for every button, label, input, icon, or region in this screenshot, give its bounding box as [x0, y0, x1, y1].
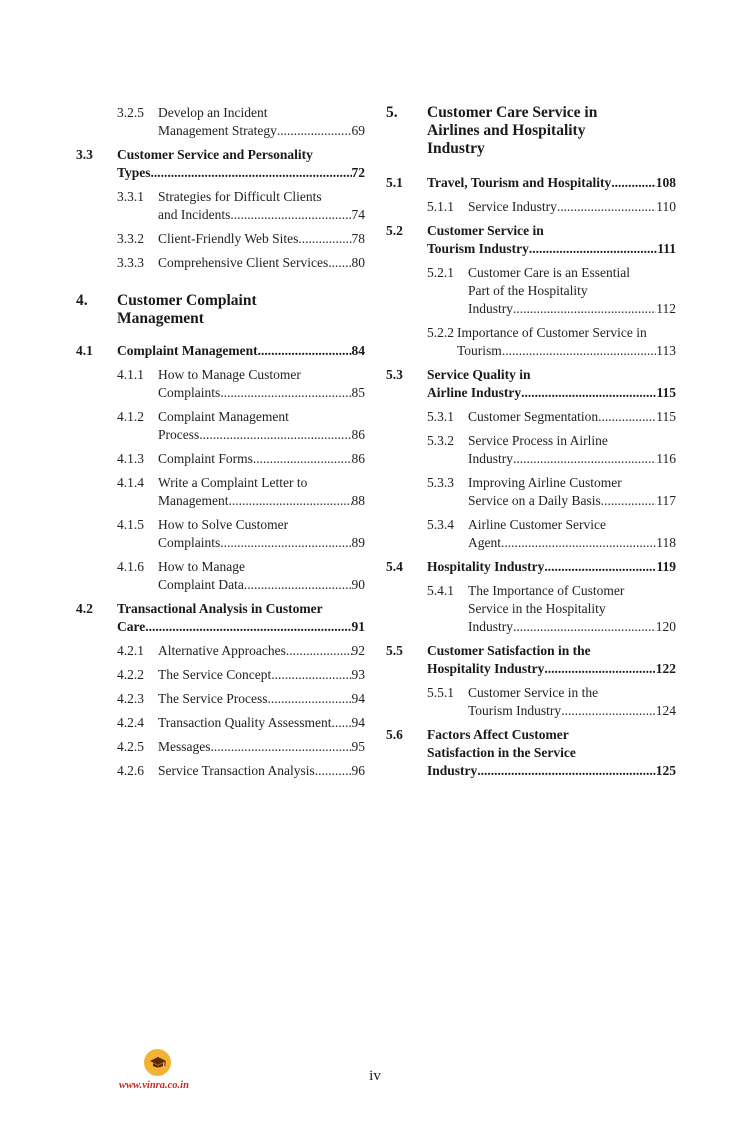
toc-entry-number: 4. [76, 292, 88, 309]
toc-entry-title [158, 230, 365, 248]
dot-leader [529, 240, 657, 258]
toc-page-number: 92 [351, 643, 365, 658]
toc-sub-4-2-4 [76, 714, 365, 732]
dot-leader [513, 450, 656, 468]
toc-entry-number: 5.3.2 [427, 433, 454, 448]
dot-leader [521, 384, 656, 402]
dot-leader [544, 660, 655, 678]
toc-entry-number: 5.3 [386, 367, 403, 382]
toc-column-left [76, 104, 365, 780]
toc-page-number: 91 [351, 619, 365, 634]
toc-sub-5-3-1 [386, 408, 676, 426]
toc-entry-text: Comprehensive Client Services [158, 255, 329, 270]
dot-leader [145, 618, 351, 636]
toc-entry-text: Care [117, 619, 146, 634]
toc-sub-4-2-5 [76, 738, 365, 756]
toc-page-number: 96 [351, 763, 365, 778]
toc-entry-text: Types [117, 165, 151, 180]
toc-sec-5-3 [386, 366, 676, 402]
toc-sub-4-1-3 [76, 450, 365, 468]
toc-entry-number: 5.3.1 [427, 409, 454, 424]
toc-entry-line [468, 534, 676, 552]
toc-entry-number: 5.5 [386, 643, 403, 658]
toc-entry-title [158, 714, 365, 732]
toc-entry-number: 4.1.1 [117, 367, 144, 382]
toc-entry-text: Messages [158, 739, 211, 754]
toc-sub-3-2-5 [76, 104, 365, 140]
toc-entry-text: Management [158, 493, 229, 508]
toc-entry-text: How to Manage Customer [158, 367, 301, 382]
toc-sec-4-2 [76, 600, 365, 636]
toc-entry-text: Transaction Quality Assessment [158, 715, 332, 730]
toc-entry-text: Customer Care is an Essential [468, 265, 630, 280]
toc-entry-line [117, 342, 365, 360]
toc-entry-line [158, 666, 365, 684]
toc-sub-4-1-2 [76, 408, 365, 444]
toc-page-number: 84 [351, 343, 365, 358]
toc-sub-5-3-3 [386, 474, 676, 510]
toc-page-number: 115 [656, 409, 676, 424]
toc-sub-5-2-1 [386, 264, 676, 318]
toc-entry-line [158, 492, 365, 510]
toc-entry-line [158, 474, 365, 492]
toc-entry-number: 5.4.1 [427, 583, 454, 598]
toc-sub-4-2-6 [76, 762, 365, 780]
toc-entry-number: 4.2.3 [117, 691, 144, 706]
toc-page-number: 69 [351, 123, 365, 138]
toc-page-number: 113 [656, 343, 676, 358]
toc-page-number: 108 [655, 175, 676, 190]
toc-entry-text: Client-Friendly Web Sites [158, 231, 299, 246]
toc-entry-number: 4.1.3 [117, 451, 144, 466]
toc-entry-title [158, 450, 365, 468]
toc-entry-title [158, 762, 365, 780]
toc-entry-line [158, 188, 365, 206]
chapter-title-line: Customer Care Service in [427, 104, 598, 121]
toc-entry-text: Service Industry [468, 199, 557, 214]
toc-entry-title [158, 558, 365, 594]
toc-page-number: 115 [656, 385, 676, 400]
dot-leader [328, 254, 351, 272]
chapter-title-line: Management [117, 310, 204, 327]
toc-entry-number: 4.2.2 [117, 667, 144, 682]
toc-entry-title [158, 366, 365, 402]
toc-entry-line [427, 762, 676, 780]
toc-entry-line [427, 660, 676, 678]
toc-entry-title [427, 558, 676, 576]
logo-website-text: www.vinra.co.in [119, 1080, 189, 1091]
toc-entry-number: 5. [386, 104, 398, 121]
toc-entry-text: Travel, Tourism and Hospitality [427, 175, 612, 190]
toc-entry-number: 4.1.2 [117, 409, 144, 424]
toc-entry-text: The Service Concept [158, 667, 272, 682]
toc-entry-title [468, 582, 676, 636]
toc-page-number: 125 [655, 763, 676, 778]
toc-entry-title [468, 432, 676, 468]
toc-page-number: 94 [351, 715, 365, 730]
toc-entry-text: Complaints [158, 535, 221, 550]
toc-page-number: 86 [351, 451, 365, 466]
toc-entry-text: Agent [468, 535, 501, 550]
toc-entry-number: 5.4 [386, 559, 403, 574]
toc-entry-text: Develop an Incident [158, 105, 268, 120]
dot-leader [253, 450, 352, 468]
dot-leader [228, 492, 351, 510]
toc-entry-text: The Importance of Customer [468, 583, 625, 598]
toc-entry-number: 3.3.2 [117, 231, 144, 246]
toc-entry-number: 4.1 [76, 343, 93, 358]
toc-sub-5-4-1 [386, 582, 676, 636]
toc-entry-line [158, 762, 365, 780]
dot-leader [258, 342, 352, 360]
toc-entry-title [427, 222, 676, 258]
toc-entry-line [468, 198, 676, 216]
toc-sub-4-1-5 [76, 516, 365, 552]
toc-page-number: 78 [351, 231, 365, 246]
toc-entry-title [468, 264, 676, 318]
dot-leader [220, 534, 351, 552]
toc-entry-text: Alternative Approaches [158, 643, 286, 658]
toc-entry-title [427, 726, 676, 780]
toc-entry-number: 5.2.1 [427, 265, 454, 280]
toc-entry-text: Airline Industry [427, 385, 522, 400]
toc-entry-number: 5.5.1 [427, 685, 454, 700]
toc-entry-text: Process [158, 427, 200, 442]
toc-page-number: 122 [655, 661, 676, 676]
dot-leader [501, 534, 656, 552]
toc-entry-line [158, 534, 365, 552]
toc-entry-number: 3.3 [76, 147, 93, 162]
toc-entry-number: 5.2.2 [427, 325, 454, 340]
dot-leader [315, 762, 352, 780]
toc-entry-line [158, 366, 365, 384]
toc-entry-number: 3.3.3 [117, 255, 144, 270]
toc-entry-title [158, 738, 365, 756]
toc-entry-line [158, 516, 365, 534]
toc-entry-line [158, 104, 365, 122]
toc-entry-text: Industry [427, 763, 478, 778]
toc-entry-line [117, 618, 365, 636]
toc-entry-title [468, 684, 676, 720]
dot-leader [598, 408, 656, 426]
toc-entry-text: Hospitality Industry [427, 661, 545, 676]
toc-page-number: 88 [351, 493, 365, 508]
toc-entry-line [158, 690, 365, 708]
toc-sub-4-1-6 [76, 558, 365, 594]
toc-entry-text: and Incidents [158, 207, 231, 222]
toc-entry-title [117, 600, 365, 636]
dot-leader [477, 762, 655, 780]
dot-leader [220, 384, 351, 402]
toc-entry-number: 4.2.6 [117, 763, 144, 778]
toc-page-number: 74 [351, 207, 365, 222]
toc-entry-line [427, 222, 676, 240]
toc-entry-title [158, 104, 365, 140]
toc-entry-line [158, 450, 365, 468]
toc-entry-text: Customer Service in [427, 223, 544, 238]
toc-entry-text: Strategies for Difficult Clients [158, 189, 322, 204]
toc-entry-number: 5.6 [386, 727, 403, 742]
toc-sub-5-2-2 [386, 324, 676, 360]
toc-entry-line [158, 122, 365, 140]
toc-entry-title [457, 324, 676, 360]
toc-entry-text: Tourism [457, 343, 502, 358]
toc-entry-number: 4.1.4 [117, 475, 144, 490]
toc-entry-text: Customer Service and Personality [117, 147, 313, 162]
toc-entry-text: Industry [468, 301, 513, 316]
toc-entry-text: Complaints [158, 385, 221, 400]
toc-entry-line [158, 558, 365, 576]
chapter-title [117, 292, 365, 328]
toc-entry-title [468, 408, 676, 426]
toc-entry-text: Complaint Data [158, 577, 244, 592]
toc-entry-text: Part of the Hospitality [468, 283, 588, 298]
dot-leader [601, 492, 657, 510]
toc-entry-line [468, 516, 676, 534]
toc-sec-3-3 [76, 146, 365, 182]
toc-entry-number: 4.1.6 [117, 559, 144, 574]
toc-sub-3-3-1 [76, 188, 365, 224]
toc-entry-line [158, 738, 365, 756]
toc-entry-line [158, 714, 365, 732]
toc-entry-number: 4.2 [76, 601, 93, 616]
toc-entry-line [468, 492, 676, 510]
dot-leader [199, 426, 351, 444]
toc-entry-title [158, 408, 365, 444]
toc-entry-text: Improving Airline Customer [468, 475, 622, 490]
toc-entry-title [158, 474, 365, 510]
toc-page-number: 89 [351, 535, 365, 550]
dot-leader [271, 666, 351, 684]
toc-entry-title [158, 642, 365, 660]
dot-leader [502, 342, 656, 360]
toc-entry-number: 4.2.4 [117, 715, 144, 730]
toc-sub-5-3-2 [386, 432, 676, 468]
toc-entry-text: Service Process in Airline [468, 433, 608, 448]
dot-leader [513, 618, 656, 636]
toc-entry-line [468, 432, 676, 450]
toc-entry-number: 5.3.3 [427, 475, 454, 490]
toc-entry-text: Industry [468, 619, 513, 634]
toc-entry-number: 3.2.5 [117, 105, 144, 120]
toc-entry-line [158, 408, 365, 426]
toc-entry-line [427, 558, 676, 576]
toc-entry-text: The Service Process [158, 691, 268, 706]
toc-entry-line [468, 600, 676, 618]
toc-entry-title [158, 188, 365, 224]
toc-sec-5-6 [386, 726, 676, 780]
dot-leader [561, 702, 656, 720]
toc-sec-5-4 [386, 558, 676, 576]
toc-entry-line [468, 474, 676, 492]
toc-page-number: 85 [351, 385, 365, 400]
toc-column-right [386, 104, 676, 780]
toc-entry-line [427, 744, 676, 762]
toc-entry-text: Industry [468, 451, 513, 466]
toc-page-number: 90 [351, 577, 365, 592]
toc-entry-text: Service in the Hospitality [468, 601, 606, 616]
toc-entry-number: 5.2 [386, 223, 403, 238]
toc-entry-line [468, 408, 676, 426]
toc-entry-line [158, 426, 365, 444]
toc-entry-text: Tourism Industry [427, 241, 529, 256]
toc-entry-text: Factors Affect Customer [427, 727, 569, 742]
toc-entry-title [158, 254, 365, 272]
toc-entry-line [117, 146, 365, 164]
toc-sub-4-1-4 [76, 474, 365, 510]
dot-leader [151, 164, 352, 182]
toc-entry-line [468, 264, 676, 282]
toc-sub-4-2-3 [76, 690, 365, 708]
chapter-title-line: Airlines and Hospitality [427, 122, 586, 139]
toc-entry-line [468, 684, 676, 702]
toc-entry-text: Transactional Analysis in Customer [117, 601, 323, 616]
toc-sec-4-1 [76, 342, 365, 360]
toc-entry-title [117, 342, 365, 360]
toc-entry-line [158, 576, 365, 594]
toc-page-number: 116 [656, 451, 676, 466]
toc-sec-5-5 [386, 642, 676, 678]
toc-entry-text: Service Transaction Analysis [158, 763, 315, 778]
toc-sub-5-5-1 [386, 684, 676, 720]
toc-entry-text: Customer Satisfaction in the [427, 643, 591, 658]
toc-entry-title [158, 666, 365, 684]
toc-entry-title [158, 516, 365, 552]
dot-leader [211, 738, 352, 756]
toc-entry-text: How to Solve Customer [158, 517, 289, 532]
dot-leader [513, 300, 656, 318]
toc-entry-text: Airline Customer Service [468, 517, 606, 532]
dot-leader [557, 198, 656, 216]
toc-page-number: 111 [657, 241, 676, 256]
toc-entry-line [457, 342, 676, 360]
toc-entry-text: Customer Service in the [468, 685, 599, 700]
toc-entry-title [427, 174, 676, 192]
toc-entry-number: 4.2.5 [117, 739, 144, 754]
chapter-title-line: Customer Complaint [117, 292, 257, 309]
toc-entry-number: 5.3.4 [427, 517, 454, 532]
toc-page-number: 120 [655, 619, 676, 634]
toc-entry-line [468, 300, 676, 318]
dot-leader [230, 206, 351, 224]
toc-entry-text: How to Manage [158, 559, 245, 574]
toc-entry-line [468, 618, 676, 636]
toc-entry-line [427, 366, 676, 384]
toc-entry-text: Complaint Management [158, 409, 289, 424]
toc-page-number: 117 [656, 493, 676, 508]
toc-entry-line [427, 384, 676, 402]
chapter-title-line: Industry [427, 140, 485, 157]
toc-entry-text: Complaint Forms [158, 451, 253, 466]
toc-sub-5-3-4 [386, 516, 676, 552]
toc-entry-line [158, 642, 365, 660]
toc-sub-4-2-1 [76, 642, 365, 660]
toc-chapter-4 [76, 292, 365, 328]
toc-entry-title [427, 366, 676, 402]
toc-entry-number: 3.3.1 [117, 189, 144, 204]
toc-entry-text: Hospitality Industry [427, 559, 545, 574]
toc-entry-text: Management Strategy [158, 123, 277, 138]
toc-entry-text: Complaint Management [117, 343, 258, 358]
toc-entry-line [158, 206, 365, 224]
toc-page-number: 94 [351, 691, 365, 706]
toc-entry-line [158, 254, 365, 272]
toc-page-number: 72 [351, 165, 365, 180]
toc-entry-line [117, 164, 365, 182]
toc-entry-line [158, 384, 365, 402]
toc-sub-5-1-1 [386, 198, 676, 216]
toc-entry-number: 4.1.5 [117, 517, 144, 532]
toc-entry-number: 4.2.1 [117, 643, 144, 658]
toc-page-number: 80 [351, 255, 365, 270]
toc-entry-line [427, 642, 676, 660]
toc-entry-line [158, 230, 365, 248]
toc-entry-title [158, 690, 365, 708]
toc-sec-5-1 [386, 174, 676, 192]
toc-entry-text: Tourism Industry [468, 703, 562, 718]
toc-entry-title [468, 474, 676, 510]
toc-entry-text: Service Quality in [427, 367, 531, 382]
toc-entry-line [427, 726, 676, 744]
toc-entry-text: Satisfaction in the Service [427, 745, 576, 760]
dot-leader [267, 690, 351, 708]
toc-chapter-5 [386, 104, 676, 158]
toc-page-number: 93 [351, 667, 365, 682]
dot-leader [298, 230, 351, 248]
toc-entry-line [468, 282, 676, 300]
dot-leader [286, 642, 352, 660]
toc-entry-text: Importance of Customer Service in [457, 325, 647, 340]
toc-entry-line [468, 450, 676, 468]
toc-entry-title [117, 146, 365, 182]
toc-entry-line [117, 600, 365, 618]
toc-entry-line [427, 240, 676, 258]
toc-sec-5-2 [386, 222, 676, 258]
toc-entry-text: Write a Complaint Letter to [158, 475, 308, 490]
toc-page-number: 110 [656, 199, 676, 214]
toc-page-number: 86 [351, 427, 365, 442]
toc-page-number: 112 [656, 301, 676, 316]
toc-page-number: 95 [351, 739, 365, 754]
toc-entry-number: 5.1 [386, 175, 403, 190]
chapter-title [427, 104, 676, 158]
page-number: iv [369, 1068, 381, 1084]
dot-leader [244, 576, 352, 594]
toc-entry-number: 5.1.1 [427, 199, 454, 214]
dot-leader [544, 558, 656, 576]
toc-entry-text: Customer Segmentation [468, 409, 599, 424]
toc-sub-4-1-1 [76, 366, 365, 402]
toc-sub-3-3-2 [76, 230, 365, 248]
toc-sub-4-2-2 [76, 666, 365, 684]
toc-entry-title [427, 642, 676, 678]
toc-sub-3-3-3 [76, 254, 365, 272]
toc-entry-line [427, 174, 676, 192]
toc-page-number: 124 [655, 703, 676, 718]
toc-entry-title [468, 198, 676, 216]
dot-leader [277, 122, 352, 140]
toc-page-number: 119 [656, 559, 676, 574]
toc-entry-line [457, 324, 676, 342]
dot-leader [332, 714, 352, 732]
toc-page-number: 118 [656, 535, 676, 550]
toc-entry-line [468, 582, 676, 600]
toc-entry-line [468, 702, 676, 720]
dot-leader [611, 174, 655, 192]
toc-entry-text: Service on a Daily Basis [468, 493, 601, 508]
toc-entry-title [468, 516, 676, 552]
